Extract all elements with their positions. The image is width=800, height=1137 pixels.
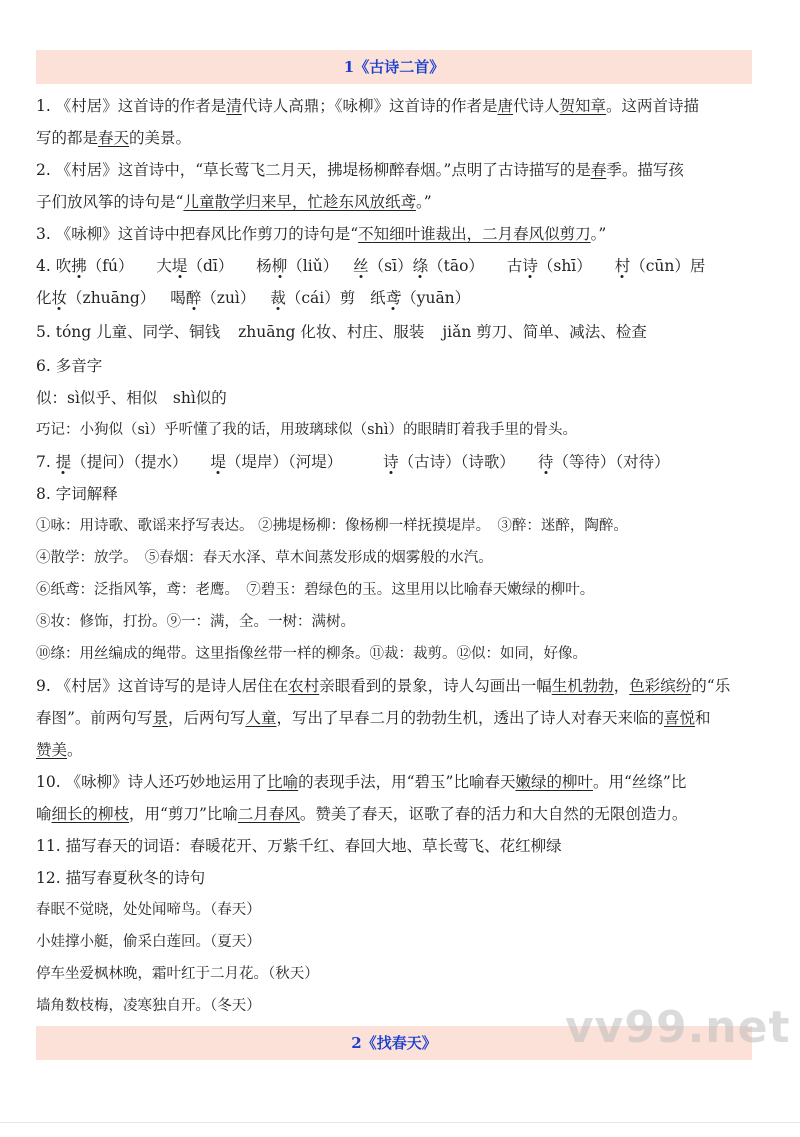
pinyin: （cūn）居: [630, 257, 706, 275]
item-4-cont: [36, 282, 752, 314]
item-3: [36, 218, 752, 250]
dotted-char: 妆: [51, 289, 68, 307]
item-8-line: ⑥纸鸢：泛指风筝，鸢：老鹰。 ⑦碧玉：碧绿色的玉。这里用以比喻春天嫩绿的柳叶。: [36, 582, 595, 598]
text: 子们放风筝的诗句是“: [36, 193, 184, 211]
text: 纸: [370, 289, 386, 307]
item-7: [36, 446, 752, 478]
item-2: [36, 154, 752, 186]
answer: 二月春风: [237, 805, 300, 823]
item-10: [36, 766, 752, 798]
text: 和: [695, 709, 711, 727]
text: 7.: [36, 453, 56, 471]
dotted-char: 拂: [71, 257, 87, 275]
item-1: [36, 90, 752, 122]
item-9-cont: [36, 734, 752, 766]
text: ，用“剪刀”比喻: [129, 805, 238, 823]
dotted-char: 诗: [522, 257, 538, 275]
text: 的“乐: [691, 677, 731, 695]
dotted-char: 鸢: [385, 289, 402, 307]
item-5: [36, 316, 752, 348]
text: 3. 《咏柳》这首诗中把春风比作剪刀的诗句是“: [36, 225, 359, 243]
text: 1. 《村居》这首诗的作者是: [36, 97, 227, 115]
text: 2. 《村居》这首诗中，“草长莺飞二月天，拂堤杨柳醉春烟。”点明了古诗描写的是: [36, 161, 591, 179]
dotted-char: 丝: [353, 257, 369, 275]
dotted-char: 堤: [210, 453, 226, 471]
answer: 赞美: [36, 741, 68, 759]
item-4: [36, 250, 752, 282]
answer: 景: [152, 709, 168, 727]
text: 4. 吹: [36, 257, 72, 275]
text: 的美景。: [129, 129, 192, 147]
text: 春图”。前两句写: [36, 709, 153, 727]
text: 5. tóng 儿童、同学、铜钱: [36, 323, 221, 341]
item-6-line: 似：sì似乎、相似 shì似的: [36, 389, 227, 407]
item-9-cont: [36, 702, 752, 734]
poem-line: 小娃撑小艇，偷采白莲回。（夏天）: [36, 934, 261, 950]
answer: 细长的柳枝: [51, 805, 130, 823]
poem-line: 停车坐爱枫林晚，霜叶红于二月花。（秋天）: [36, 966, 319, 982]
text: 亲眼看到的景象，诗人勾画出一幅: [319, 677, 552, 695]
answer: 春: [590, 161, 607, 179]
item-1-cont: [36, 122, 752, 154]
text: 喻: [36, 805, 52, 823]
section-header-2: 2《找春天》: [36, 1026, 752, 1060]
text: 杨: [256, 257, 272, 275]
item-2-cont: [36, 186, 752, 218]
pinyin: （shī）: [537, 257, 592, 275]
item-8-line: ⑩绦：用丝编成的绳带。这里指像丝带一样的柳条。⑪裁：裁剪。⑫似：如同，好像。: [36, 646, 587, 662]
answer: 喜悦: [664, 709, 696, 727]
text: 喝: [170, 289, 186, 307]
text: 。这两首诗描: [606, 97, 700, 115]
divider: [0, 1122, 800, 1123]
pinyin: （yuān）: [401, 289, 471, 307]
answer: 比喻: [267, 773, 299, 791]
poem-line: 春眠不觉晓，处处闻啼鸟。（春天）: [36, 902, 261, 918]
text: zhuāng 化妆、村庄、服装: [238, 323, 425, 341]
dotted-char: 绦: [412, 257, 429, 275]
dotted-char: 待: [537, 453, 554, 471]
answer: 生机勃勃: [551, 677, 614, 695]
item-9: [36, 670, 752, 702]
answer: 人童: [245, 709, 277, 727]
pinyin: （cái）剪: [285, 289, 356, 307]
text: 10. 《咏柳》诗人还巧妙地运用了: [36, 773, 268, 791]
dotted-char: 诗: [383, 453, 399, 471]
section-header-1: 1《古诗二首》: [36, 50, 752, 84]
dotted-char: 堤: [171, 257, 188, 275]
text: 代诗人高鼎；《咏柳》这首诗的作者是: [241, 97, 498, 115]
text: 写的都是: [36, 129, 99, 147]
text: ，写出了早春二月的勃勃生机，透出了诗人对春天来临的: [276, 709, 664, 727]
text: 。用“丝绦”比: [592, 773, 687, 791]
pinyin: （sī）: [368, 257, 413, 275]
item-11: 11. 描写春天的词语：春暖花开、万紫千红、春回大地、草长莺飞、花红柳绿: [36, 837, 562, 855]
text: （提问）（提水）: [71, 453, 188, 471]
text: 。”: [590, 225, 607, 243]
text: （古诗）（诗歌）: [398, 453, 515, 471]
dotted-char: 村: [614, 257, 631, 275]
text: 9. 《村居》这首诗写的是诗人居住在: [36, 677, 289, 695]
dotted-char: 裁: [270, 289, 286, 307]
dotted-char: 醉: [185, 289, 202, 307]
pinyin: （zuì）: [201, 289, 256, 307]
answer: 清: [226, 97, 242, 115]
answer: 儿童散学归来早，忙趁东风放纸鸢: [183, 193, 416, 211]
watermark: vv99.net: [565, 1002, 791, 1053]
answer: 色彩缤纷: [629, 677, 692, 695]
answer: 农村: [288, 677, 320, 695]
text: （等待）（对待）: [553, 453, 670, 471]
text: 。: [67, 741, 83, 759]
item-8-line: ⑧妆：修饰，打扮。⑨一：满，全。一树：满树。: [36, 614, 355, 630]
pinyin: （dī）: [187, 257, 234, 275]
answer: 春天: [98, 129, 130, 147]
item-6-title: 6. 多音字: [36, 357, 103, 375]
text: ，: [613, 677, 630, 695]
text: 大: [156, 257, 172, 275]
text: 季。描写孩: [606, 161, 684, 179]
text: ，后两句写: [167, 709, 246, 727]
pinyin: （tāo）: [428, 257, 484, 275]
item-6-tip: 巧记：小狗似（sì）乎听懂了我的话，用玻璃球似（shì）的眼睛盯着我手里的骨头。: [36, 422, 577, 438]
text: 。赞美了春天，讴歌了春的活力和大自然的无限创造力。: [299, 805, 688, 823]
text: 代诗人: [513, 97, 560, 115]
pinyin: （liǔ）: [287, 257, 339, 275]
answer: 嫩绿的柳叶: [515, 773, 593, 791]
answer: 不知细叶谁裁出，二月春风似剪刀: [358, 225, 591, 243]
item-8-line: ①咏：用诗歌、歌谣来抒写表达。 ②拂堤杨柳：像杨柳一样抚摸堤岸。 ③醉：迷醉，陶醉。: [36, 518, 628, 534]
text: 化: [36, 289, 52, 307]
item-10-cont: [36, 798, 752, 830]
item-8-line: ④散学：放学。 ⑤春烟：春天水泽、草木间蒸发形成的烟雾般的水汽。: [36, 550, 493, 566]
text: 。”: [415, 193, 432, 211]
text: 古: [506, 257, 523, 275]
dotted-char: 柳: [271, 257, 288, 275]
pinyin: （zhuāng）: [67, 289, 156, 307]
text: 的表现手法，用“碧玉”比喻春天: [298, 773, 516, 791]
document-page: [36, 50, 752, 1060]
answer: 贺知章: [559, 97, 607, 115]
text: （堤岸）（河堤）: [225, 453, 343, 471]
pinyin: （fú）: [86, 257, 134, 275]
item-8-title: 8. 字词解释: [36, 485, 118, 503]
dotted-char: 提: [55, 453, 72, 471]
answer: 唐: [497, 97, 514, 115]
text: jiǎn 剪刀、简单、减法、检查: [442, 323, 647, 341]
item-12-title: 12. 描写春夏秋冬的诗句: [36, 869, 206, 887]
poem-line: 墙角数枝梅，凌寒独自开。（冬天）: [36, 998, 261, 1014]
